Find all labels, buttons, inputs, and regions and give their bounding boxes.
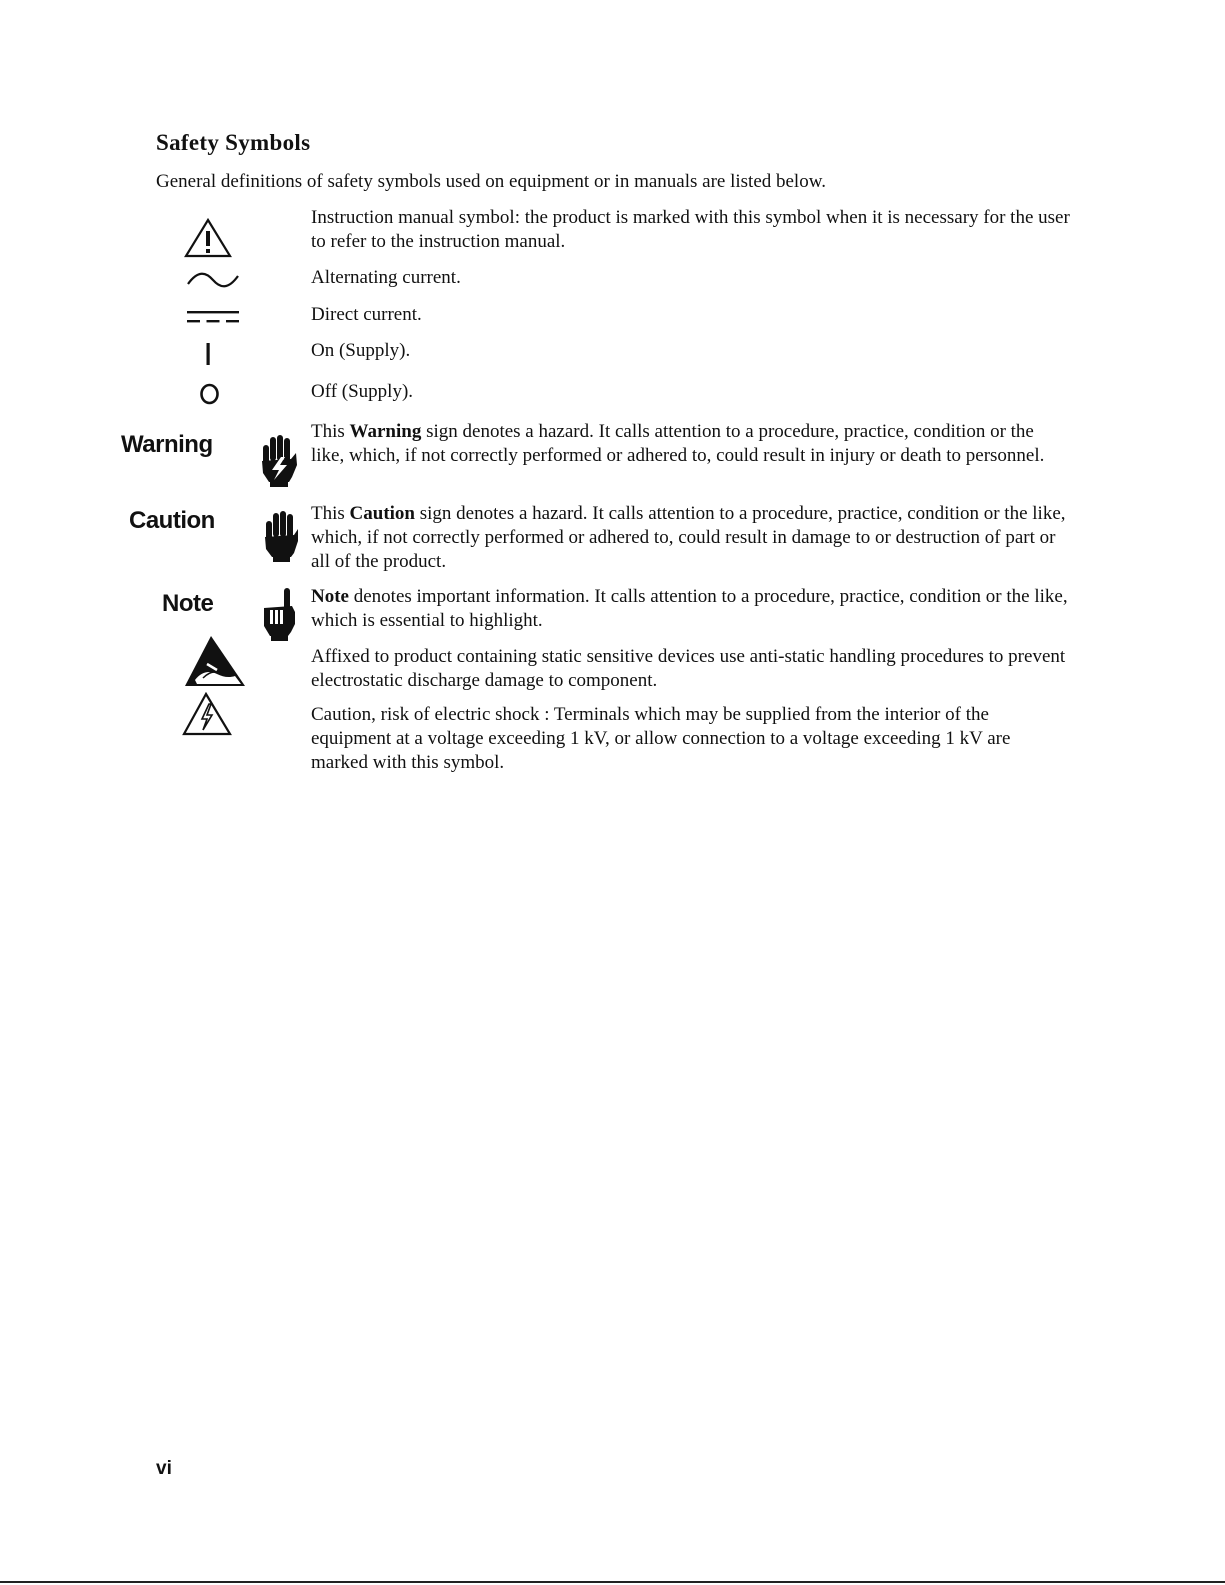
alternating-current-icon [186, 270, 240, 295]
esd-sensitive-icon [183, 634, 247, 695]
note-label: Note [162, 590, 214, 617]
entry-text-off-supply: Off (Supply). [311, 381, 414, 402]
intro-paragraph: General definitions of safety symbols used on equipment or in manuals are listed below. [156, 171, 826, 192]
warning-label: Warning [121, 431, 213, 458]
entry-text-alternating-current: Alternating current. [311, 267, 461, 288]
on-supply-icon [206, 343, 212, 372]
off-supply-icon [199, 383, 221, 410]
caution-emphasis: Caution [349, 503, 415, 524]
entry-text-warning: This Warning sign denotes a hazard. It calls attention to a procedure, practice, condition or the like, which, if not correctly performed or adhered to, could result in injury or death to personnel. [311, 421, 1045, 466]
note-emphasis: Note [311, 586, 349, 607]
section-title: Safety Symbols [156, 130, 311, 155]
entry-text-direct-current: Direct current. [311, 304, 422, 325]
page-number: vi [156, 1458, 172, 1479]
entry-text-electric-shock: Caution, risk of electric shock : Terminals which may be supplied from the interior of the equipment at a voltage exceeding 1 kV, or allow connection to a voltage exceeding 1 kV are marked with this symbol. [311, 704, 1011, 773]
note-pointing-hand-icon [262, 588, 298, 647]
instruction-manual-triangle-icon [183, 217, 233, 264]
entry-text-caution: This Caution sign denotes a hazard. It calls attention to a procedure, practice, condition or the like, which, if not correctly performed or adhered to, could result in damage to or destruction of part or all of the product. [311, 503, 1066, 572]
entry-text-on-supply: On (Supply). [311, 340, 411, 361]
direct-current-icon [186, 309, 240, 330]
caution-hand-icon [263, 511, 299, 568]
warning-emphasis: Warning [349, 421, 422, 442]
warning-hand-icon [259, 435, 299, 494]
entry-text-instruction-manual: Instruction manual symbol: the product is marked with this symbol when it is necessary for the user to refer to the instruction manual. [311, 207, 1070, 252]
bottom-rule [0, 1581, 1225, 1583]
entry-text-note: Note denotes important information. It calls attention to a procedure, practice, condition or the like, which is essential to highlight. [311, 586, 1068, 631]
entry-text-esd: Affixed to product containing static sensitive devices use anti-static handling procedures to prevent electrostatic discharge damage to component. [311, 646, 1066, 691]
caution-label: Caution [129, 507, 215, 534]
electric-shock-triangle-icon [182, 692, 234, 743]
